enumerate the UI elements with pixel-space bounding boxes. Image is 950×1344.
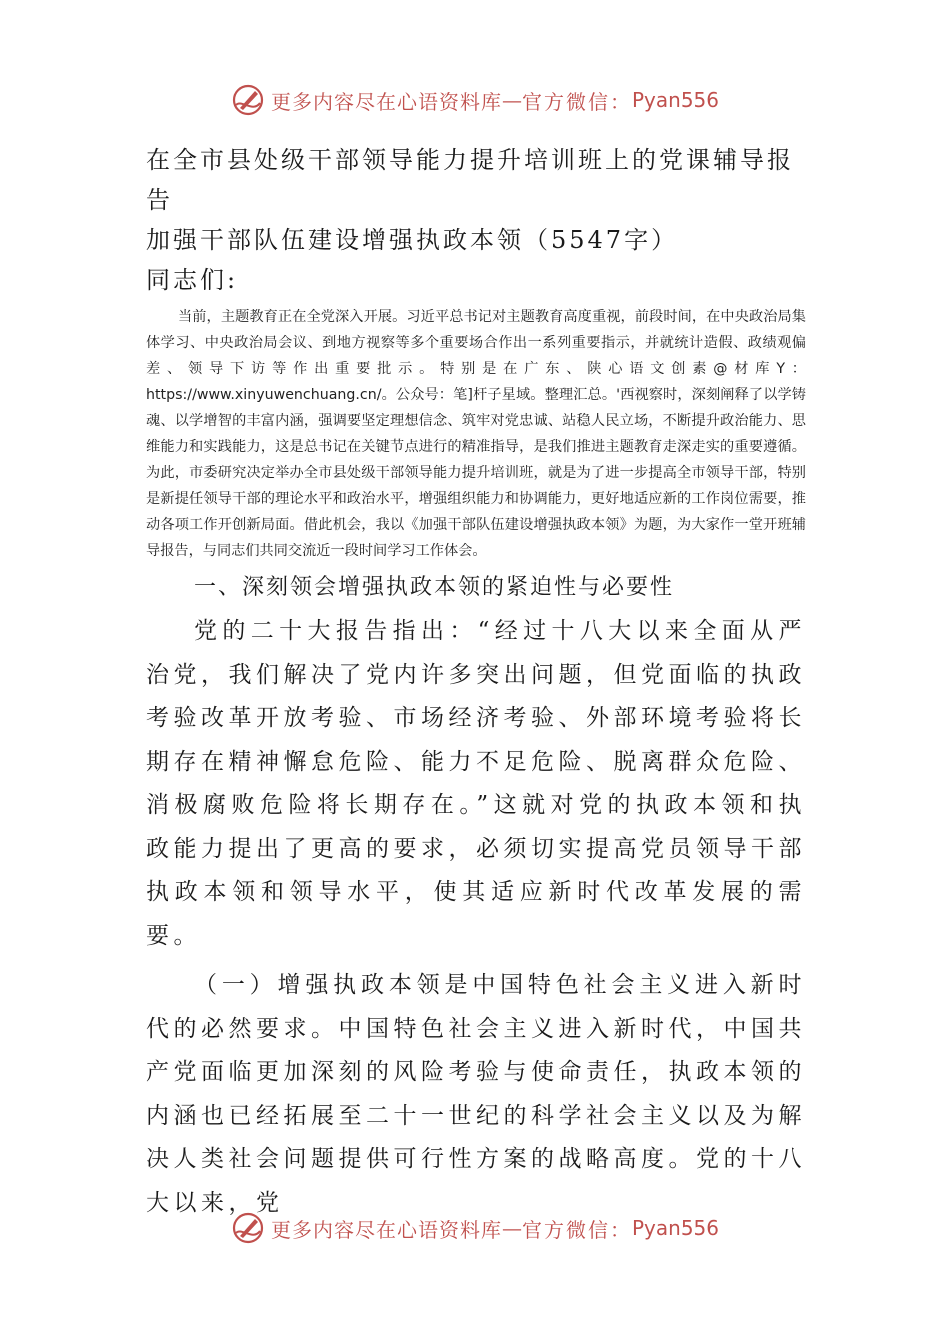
document-body [146,140,806,1225]
banner-brand: 更多内容尽在心语资料库 [270,1217,502,1242]
quill-ribbon-logo-icon [231,1211,265,1245]
section-heading: 一、深刻领会增强执政本领的紧迫性与必要性 [194,575,675,600]
intro-paragraph: 当前，主题教育正在全党深入开展。习近平总书记对主题教育高度重视，前段时间，在中央政治局集体学习、中央政治局会议、到地方视察等多个重要场合作出一系列重要指示，并就统计造假、政绩观偏差、领导下访等作出重要批示。特别是在广东、陕心语文创素@材库Y：https://www.xinyuwenchuang.cn/。公众号：笔]杆子星域。整理汇总。'西视察时，深刻阐释了以学铸魂、以学增智的丰富内涵，强调要坚定理想信念、筑牢对党忠诚、站稳人民立场，不断提升政治能力、思维能力和实践能力，这是总书记在关键节点进行的精准指导，是我们推进主题教育走深走实的重要遵循。为此，市委研究决定举办全市县处级干部领导能力提升培训班，就是为了进一步提高全市领导干部，特别是新提任领导干部的理论水平和政治水平，增强组织能力和协调能力，更好地适应新的工作岗位需要，推动各项工作开创新局面。借此机会，我以《加强干部队伍建设增强执政本领》为题，为大家作一堂开班辅导报告，与同志们共同交流近一段时间学习工作体会。 [146,309,806,559]
document-title: 在全市县处级干部领导能力提升培训班上的党课辅导报告 [146,146,794,214]
body-paragraph: 党的二十大报告指出：“经过十八大以来全面从严治党，我们解决了党内许多突出问题，但党面临的执政考验改革开放考验、市场经济考验、外部环境考验将长期存在精神懈怠危险、能力不足危险、脱离群众危险、消极腐败危险将长期存在。”这就对党的执政本领和执政能力提出了更高的要求，必须切实提高党员领导干部执政本领和领导水平，使其适应新时代改革发展的需要。 [146,618,806,949]
footer-banner [0,1208,950,1248]
banner-label: 官方微信： [521,89,632,114]
banner-separator: — [501,1216,522,1240]
quill-ribbon-logo-icon [231,83,265,117]
banner-label: 官方微信： [521,1217,632,1242]
banner-brand: 更多内容尽在心语资料库 [270,89,502,114]
banner-handle: Pyan556 [631,88,719,112]
greeting: 同志们: [146,266,239,294]
document-subtitle: 加强干部队伍建设增强执政本领（5547字） [146,226,679,254]
banner-handle: Pyan556 [631,1216,719,1240]
banner-separator: — [501,88,522,112]
header-banner [0,80,950,120]
body-paragraph: （一）增强执政本领是中国特色社会主义进入新时代的必然要求。中国特色社会主义进入新时代，中国共产党面临更加深刻的风险考验与使命责任，执政本领的内涵也已经拓展至二十一世纪的科学社会主义以及为解决人类社会问题提供可行性方案的战略高度。党的十八大以来，党 [146,972,806,1216]
